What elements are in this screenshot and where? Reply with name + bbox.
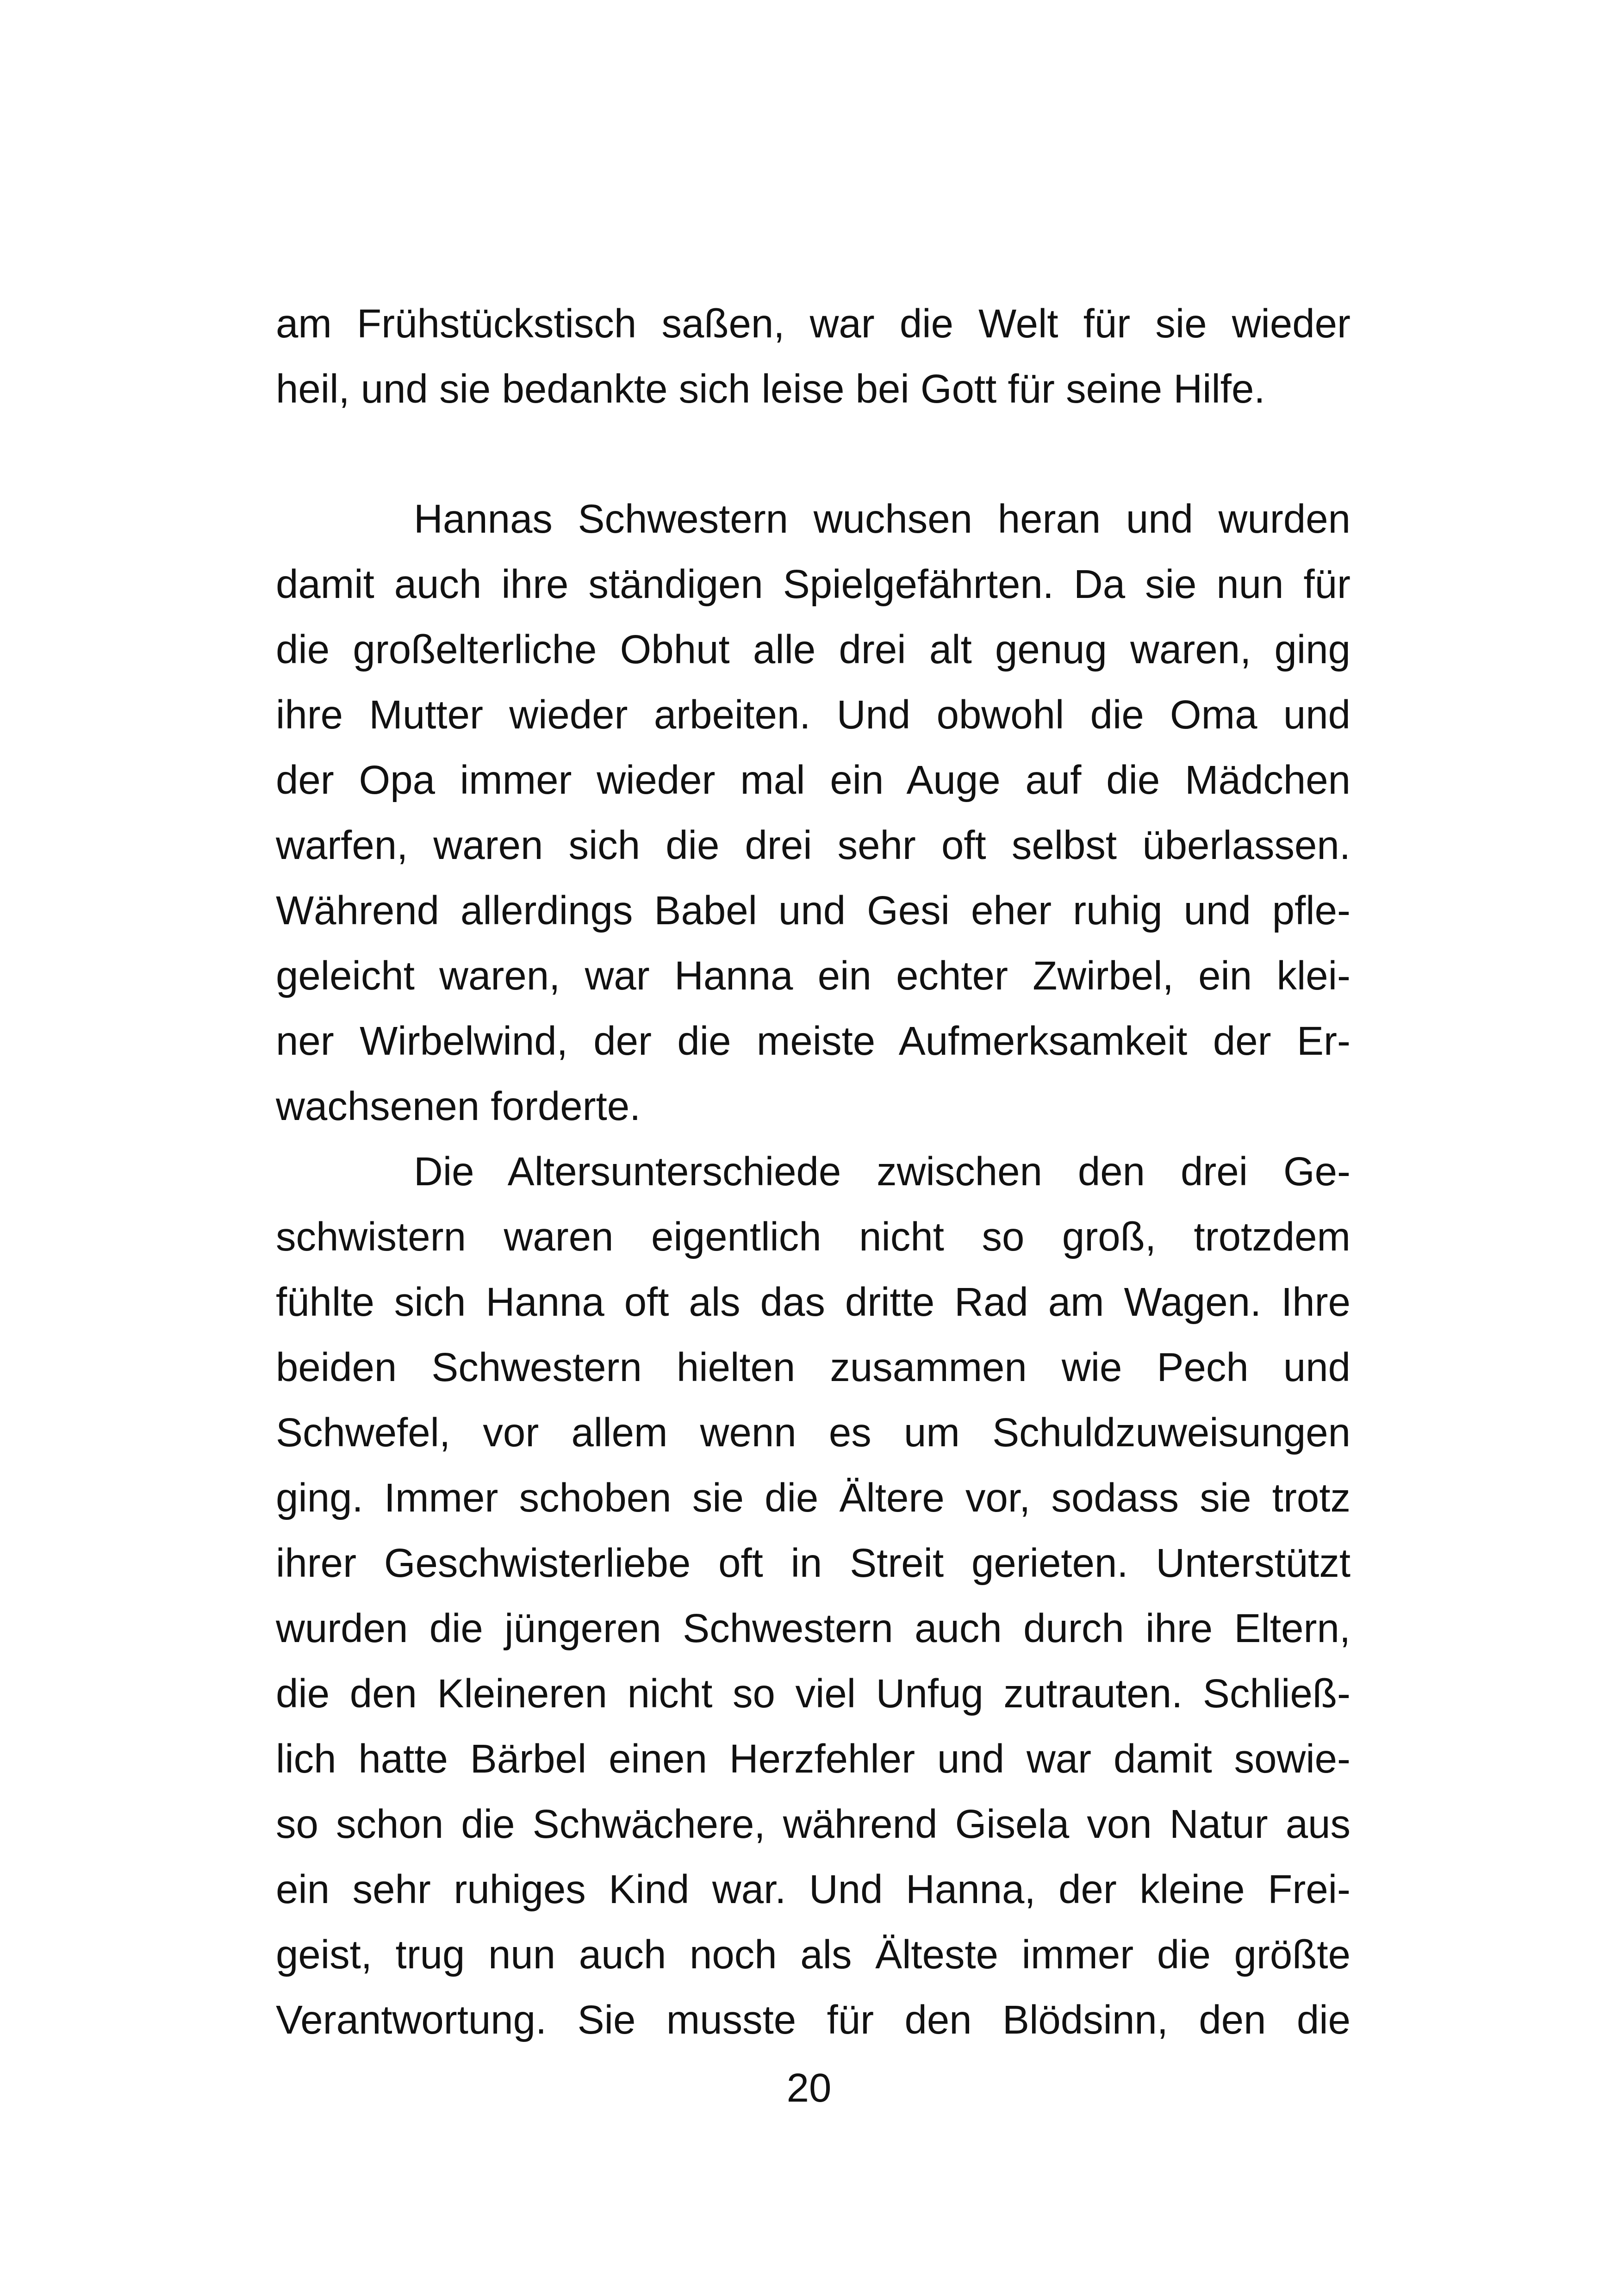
text-line: so schon die Schwächere, während Gisela von Natur aus: [276, 1802, 1350, 1847]
text-line: geleicht waren, war Hanna ein echter Zwirbel, ein klei-: [276, 953, 1350, 998]
text-line: Verantwortung. Sie musste für den Blödsinn, den die: [276, 1997, 1350, 2042]
text-line: Hannas Schwestern wuchsen heran und wurden: [414, 497, 1350, 541]
text-line: heil, und sie bedankte sich leise bei Gott für seine Hilfe.: [276, 367, 1265, 411]
text-line: ner Wirbelwind, der die meiste Aufmerksamkeit der Er-: [276, 1019, 1350, 1064]
text-line: warfen, waren sich die drei sehr oft selbst überlassen.: [276, 823, 1350, 868]
text-line: Die Altersunterschiede zwischen den drei Ge-: [414, 1149, 1350, 1194]
text-line: damit auch ihre ständigen Spielgefährten. Da sie nun für: [276, 562, 1350, 607]
text-line: ihre Mutter wieder arbeiten. Und obwohl die Oma und: [276, 692, 1350, 737]
text-line: wachsenen forderte.: [276, 1084, 641, 1129]
paragraph-continuation: [276, 291, 1350, 422]
text-line: geist, trug nun auch noch als Älteste immer die größte: [276, 1932, 1350, 1977]
text-line: fühlte sich Hanna oft als das dritte Rad am Wagen. Ihre: [276, 1280, 1350, 1325]
text-line: die großelterliche Obhut alle drei alt genug waren, ging: [276, 627, 1350, 672]
text-line: ein sehr ruhiges Kind war. Und Hanna, der kleine Frei-: [276, 1867, 1350, 1912]
text-line: wurden die jüngeren Schwestern auch durch ihre Eltern,: [276, 1606, 1350, 1651]
text-line: ging. Immer schoben sie die Ältere vor, sodass sie trotz: [276, 1475, 1350, 1520]
text-line: ihrer Geschwisterliebe oft in Streit gerieten. Unterstützt: [276, 1541, 1350, 1586]
text-line: Schwefel, vor allem wenn es um Schuldzuweisungen: [276, 1410, 1350, 1455]
paragraph-altersunterschiede: [276, 1139, 1350, 2053]
text-line: der Opa immer wieder mal ein Auge auf die Mädchen: [276, 758, 1350, 803]
text-line: lich hatte Bärbel einen Herzfehler und war damit sowie-: [276, 1736, 1350, 1781]
text-line: Während allerdings Babel und Gesi eher ruhig und pfle-: [276, 888, 1350, 933]
text-line: am Frühstückstisch saßen, war die Welt für sie wieder: [276, 301, 1350, 346]
paragraph-hannas-schwestern: [276, 486, 1350, 1139]
page-number: 20: [786, 2066, 832, 2110]
text-line: schwistern waren eigentlich nicht so groß, trotzdem: [276, 1214, 1350, 1259]
text-line: beiden Schwestern hielten zusammen wie Pech und: [276, 1345, 1350, 1390]
text-line: die den Kleineren nicht so viel Unfug zutrauten. Schließ-: [276, 1671, 1350, 1716]
